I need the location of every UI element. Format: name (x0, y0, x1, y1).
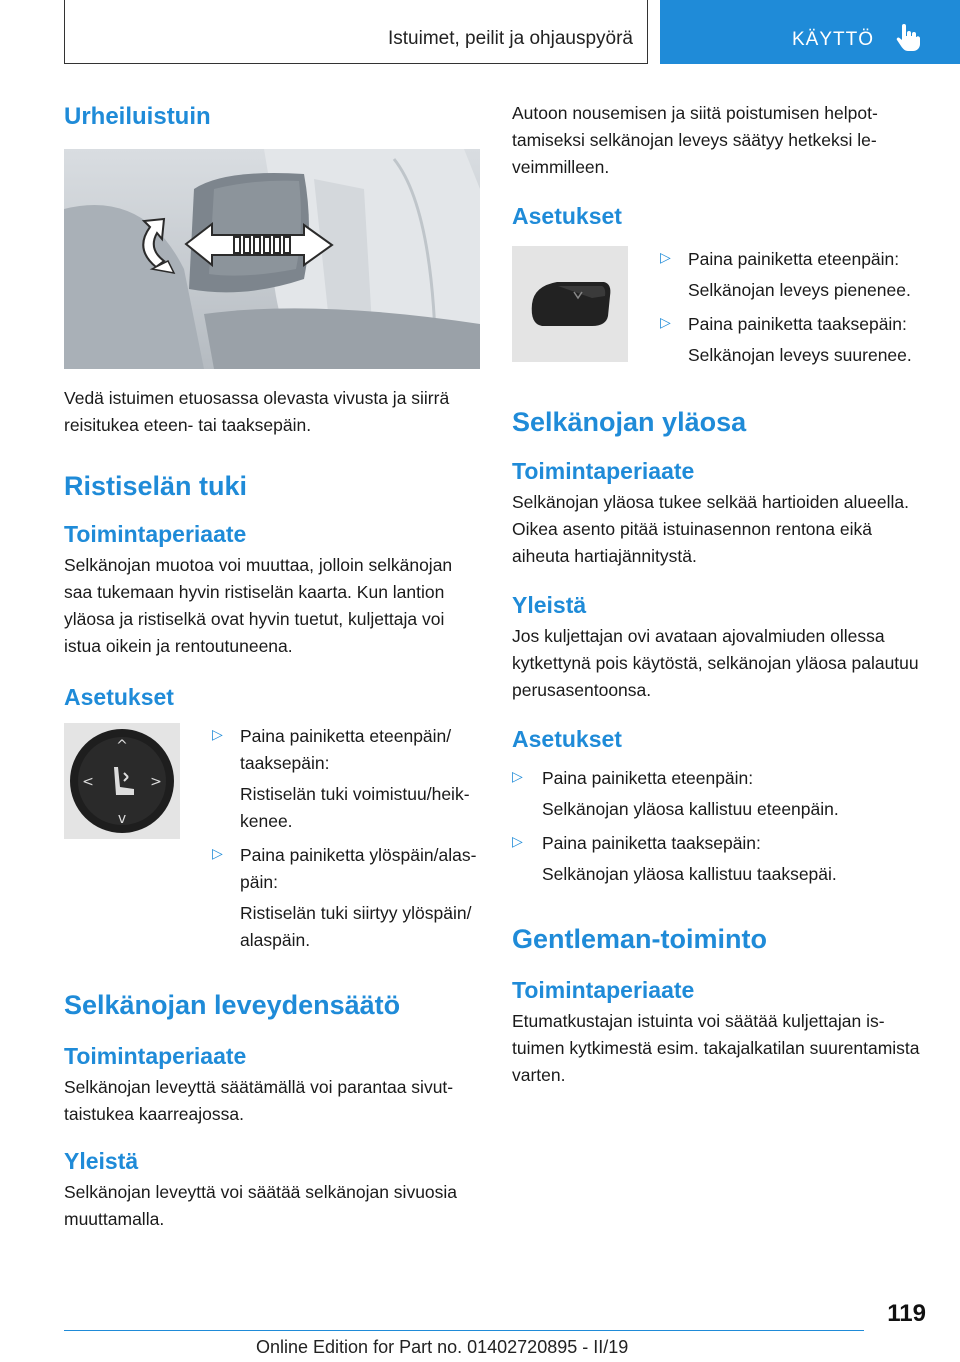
svg-text:>: > (150, 774, 162, 790)
heading-ristiselka-asetukset: Asetukset (64, 684, 174, 710)
lumbar-switch-illustration (64, 723, 180, 839)
heading-leveys-asetukset: Asetukset (512, 203, 622, 229)
ylaosa-principle-text: Selkänojan yläosa tukee selkää hartioiden alueella. Oikea asento pitää istuinasennon rentona eikä aiheuta hartiajännitystä. (512, 492, 909, 566)
width-switch-image (512, 246, 628, 362)
list-item (512, 765, 928, 823)
header-section-box (64, 0, 648, 64)
intro-text: Autoon nousemisen ja siitä poistumisen helpottamiseksi selkänojan leveys säätyy hetkeksi leveimmilleen. (512, 103, 878, 177)
list-item-action: Paina painiketta taaksepäin: (542, 833, 761, 853)
list-item (512, 830, 928, 888)
heading-selkanojan-leveydensaato: Selkänojan leveydensäätö (64, 990, 401, 1020)
list-item-result: Selkänojan leveys pienenee. (688, 280, 911, 300)
leveys-settings (512, 246, 928, 369)
list-item-result: Selkänojan yläosa kallistuu eteenpäin. (542, 799, 839, 819)
svg-text:<: < (82, 774, 94, 790)
list-item (198, 723, 480, 835)
lumbar-switch-image (64, 723, 180, 839)
list-item-action: Paina painiketta eteenpäin/ taaksepäin: (240, 726, 452, 773)
svg-text:v: v (117, 811, 127, 827)
heading-ristiselka-toimintaperiaate: Toimintaperiaate (64, 521, 247, 547)
list-item-result: Selkänojan leveys suurenee. (688, 345, 912, 365)
list-item-action: Paina painiketta eteenpäin: (542, 768, 754, 788)
heading-leveys-yleista: Yleistä (64, 1148, 139, 1174)
triangle-bullet-icon: ▷ (212, 726, 223, 742)
heading-leveys-toimintaperiaate: Toimintaperiaate (64, 1043, 247, 1069)
leveys-principle-text: Selkänojan leveyttä säätämällä voi parantaa sivuttaistukea kaarreajossa. (64, 1077, 454, 1124)
ristiselka-principle-text: Selkänojan muotoa voi muuttaa, jolloin selkänojan saa tukemaan hyvin ristiselän kaarta. Kun lantion yläosa ja ristiselkä ovat hyvin tuetut, kuljettaja voi istua oikein ja rentoutuneena. (64, 555, 453, 656)
ylaosa-general-text: Jos kuljettajan ovi avataan ajovalmiuden ollessa kytkettynä pois käytöstä, selkänojan yläosa palautuu perusasentoonsa. (512, 626, 919, 700)
header-chapter-title: KÄYTTÖ (792, 29, 875, 50)
triangle-bullet-icon: ▷ (512, 768, 523, 784)
list-item-result: Ristiselän tuki voimistuu/heikkenee. (240, 784, 470, 831)
sport-seat-illustration (64, 149, 480, 369)
list-item (646, 311, 928, 369)
ristiselka-settings (64, 723, 480, 954)
list-item (198, 842, 480, 954)
header-chapter-tab[interactable] (660, 0, 960, 64)
heading-gentleman-toiminto: Gentleman-toiminto (512, 924, 767, 954)
sport-seat-photo (64, 149, 480, 369)
hand-pointer-icon (896, 24, 920, 52)
heading-ylaosa-asetukset: Asetukset (512, 726, 622, 752)
list-item-action: Paina painiketta ylöspäin/alaspäin: (240, 845, 477, 892)
footer-divider (64, 1330, 864, 1331)
triangle-bullet-icon: ▷ (660, 249, 671, 265)
right-column (512, 100, 928, 1089)
list-item-result: Ristiselän tuki siirtyy ylöspäin/ alaspäin. (240, 903, 472, 950)
triangle-bullet-icon: ▷ (660, 314, 671, 330)
list-item-action: Paina painiketta taaksepäin: (688, 314, 907, 334)
heading-ylaosa-toimintaperiaate: Toimintaperiaate (512, 458, 695, 484)
leveys-general-text: Selkänojan leveyttä voi säätää selkänojan sivuosia muuttamalla. (64, 1182, 458, 1229)
list-item (646, 246, 928, 304)
urheiluistuin-text: Vedä istuimen etuosassa olevasta vivusta ja siirrä reisitukea eteen- tai taaksepäin. (64, 388, 450, 435)
svg-text:^: ^ (116, 738, 128, 754)
heading-ylaosa-yleista: Yleistä (512, 592, 587, 618)
footer-edition: Online Edition for Part no. 01402720895 - II/19 (256, 1337, 629, 1357)
triangle-bullet-icon: ▷ (512, 833, 523, 849)
left-column (64, 100, 480, 1233)
width-switch-illustration (512, 246, 628, 362)
list-item-action: Paina painiketta eteenpäin: (688, 249, 900, 269)
heading-selkanojan-ylaosa: Selkänojan yläosa (512, 407, 747, 437)
list-item-result: Selkänojan yläosa kallistuu taaksepäi. (542, 864, 837, 884)
triangle-bullet-icon: ▷ (212, 845, 223, 861)
gentleman-principle-text: Etumatkustajan istuinta voi säätää kuljettajan istuimen kytkimestä esim. takajalkatilan suurentamista varten. (512, 1011, 920, 1085)
heading-ristiselan-tuki: Ristiselän tuki (64, 471, 248, 501)
page-number: 119 (887, 1300, 926, 1327)
header-section-title: Istuimet, peilit ja ohjauspyörä (387, 28, 633, 49)
ylaosa-settings-list (512, 765, 928, 888)
heading-gentleman-toimintaperiaate: Toimintaperiaate (512, 977, 695, 1003)
heading-urheiluistuin: Urheiluistuin (64, 103, 211, 130)
